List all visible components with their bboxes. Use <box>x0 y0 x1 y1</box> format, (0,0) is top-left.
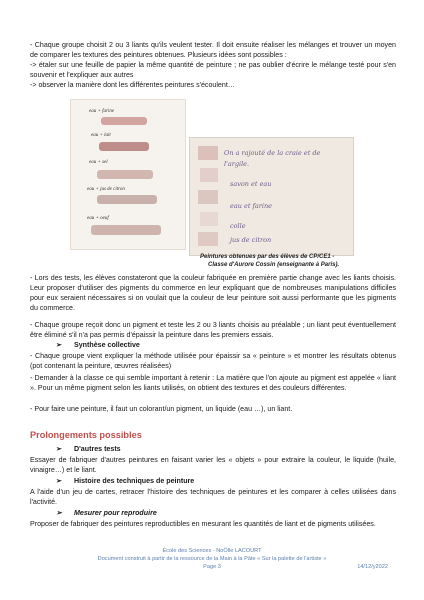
handwritten-paint-page <box>190 138 353 255</box>
subsection-2-text: A l'aide d'un jeu de cartes, retracer l'histoire des techniques de peintures et les comparer à celles utilisées dans l'activité. <box>30 488 396 506</box>
synthese-heading-text: Synthèse collective <box>74 341 140 349</box>
swatch-label-4: eau + jus de citron <box>87 187 125 192</box>
subsection-1-title-text: D'autres tests <box>74 445 121 453</box>
synthese-heading <box>30 340 396 350</box>
handwriting-line-3: savon et eau <box>230 180 272 188</box>
intro-arrow-1: -> étaler sur une feuille de papier la même quantité de peinture ; ne pas oublier d'écrire le mélange testé pour s'en souvenir et l'expliquer aux autres <box>30 61 396 79</box>
footer-page-number: Page 3 <box>203 564 221 570</box>
handwriting-line-2: l'argile. <box>224 160 250 168</box>
caption-line-2: Classe d'Aurore Cossin (enseignante à Paris). <box>208 261 340 268</box>
swatch-label-5: eau + oeuf <box>87 216 109 221</box>
arrow-bullet-icon: ➢ <box>56 341 62 349</box>
handwriting-line-1: On a rajouté de la craie et de <box>224 149 321 157</box>
handwriting-line-4: eau et farine <box>230 202 272 210</box>
subsection-3-title <box>30 508 396 518</box>
arrow-bullet-icon: ➢ <box>56 445 62 453</box>
tests-paragraph-2: - Chaque groupe reçoit donc un pigment et teste les 2 ou 3 liants choisis au préalable ; un liant peut éventuellement être éliminé s'il n'a pas permis d'épaissir la peinture dans les premiers essais. <box>30 321 396 339</box>
footer-date: 14/12/y2022 <box>357 564 388 570</box>
subsection-3-title-text: Mesurer pour reproduire <box>74 509 157 517</box>
subsection-3-text: Proposer de fabriquer des peintures reproductibles en mesurant les quantités de liant et de pigments utilisées. <box>30 520 376 528</box>
swatch-label-2: eau + lait <box>91 133 111 138</box>
swatch-label-3: eau + sel <box>89 160 108 165</box>
tests-paragraph-5: - Pour faire une peinture, il faut un colorant/un pigment, un liquide (eau …), un liant. <box>30 405 293 413</box>
arrow-bullet-icon: ➢ <box>56 477 62 485</box>
paint-swatches-drawing <box>71 100 185 249</box>
subsection-2-title <box>30 476 396 486</box>
intro-paragraph: - Chaque groupe choisit 2 ou 3 liants qu'ils veulent tester. Il doit ensuite réaliser les mélanges et trouver un moyen de comparer les textures des peintures obtenues. Plusieurs idées sont possibles : <box>30 41 396 59</box>
intro-arrow-2: -> observer la manière dont les différentes peintures s'écoulent… <box>30 81 235 89</box>
handwriting-line-5: colle <box>230 222 246 230</box>
arrow-bullet-icon: ➢ <box>56 509 62 517</box>
swatch-label-1: eau + farine <box>89 109 115 114</box>
tests-paragraph-4: - Demander à la classe ce qui semble important à retenir : La matière que l'on ajoute au pigment est appelée « liant ». Pour un même pigment selon les liants utilisés, on obtient des textures et des couleurs différentes. <box>30 374 396 392</box>
prolongements-heading: Prolongements possibles <box>30 430 142 440</box>
footer-line-1: École des Sciences - NoÖlle LACOURT <box>162 548 262 554</box>
handwriting-line-6: jus de citron <box>230 236 272 244</box>
tests-paragraph-3: - Chaque groupe vient expliquer la méthode utilisée pour épaissir sa « peinture » et montrer les résultats obtenus (pot contenant la peinture, œuvres réalisées) <box>30 352 396 370</box>
subsection-1-title <box>30 444 396 454</box>
photo-caption <box>200 254 350 269</box>
subsection-1-text: Essayer de fabriquer d'autres peintures en faisant varier les « objets » pour extraire la couleur, le liquide (huile, vinaigre…) et le liant. <box>30 456 396 474</box>
paint-samples-photo-left <box>70 99 186 250</box>
tests-paragraph-1: - Lors des tests, les élèves constateront que la couleur fabriquée en première partie change avec les liants choisis. Leur proposer d'utiliser des pigments du commerce en leur expliquant que de nombreuses manipulations difficiles pour eux seraient nécessaires si on voulait que la couleur de leur peinture soit aussi performante que les pigments du commerce. <box>30 274 396 312</box>
footer-line-2: Document construit à partir de la ressource de la Main à la Pâte « Sur la palette de l'artiste » <box>97 556 327 562</box>
caption-line-1: Peintures obtenues par des élèves de CP/CE1 - <box>200 254 335 260</box>
paint-samples-photo-right <box>189 137 354 256</box>
subsection-2-title-text: Histoire des techniques de peinture <box>74 477 195 485</box>
